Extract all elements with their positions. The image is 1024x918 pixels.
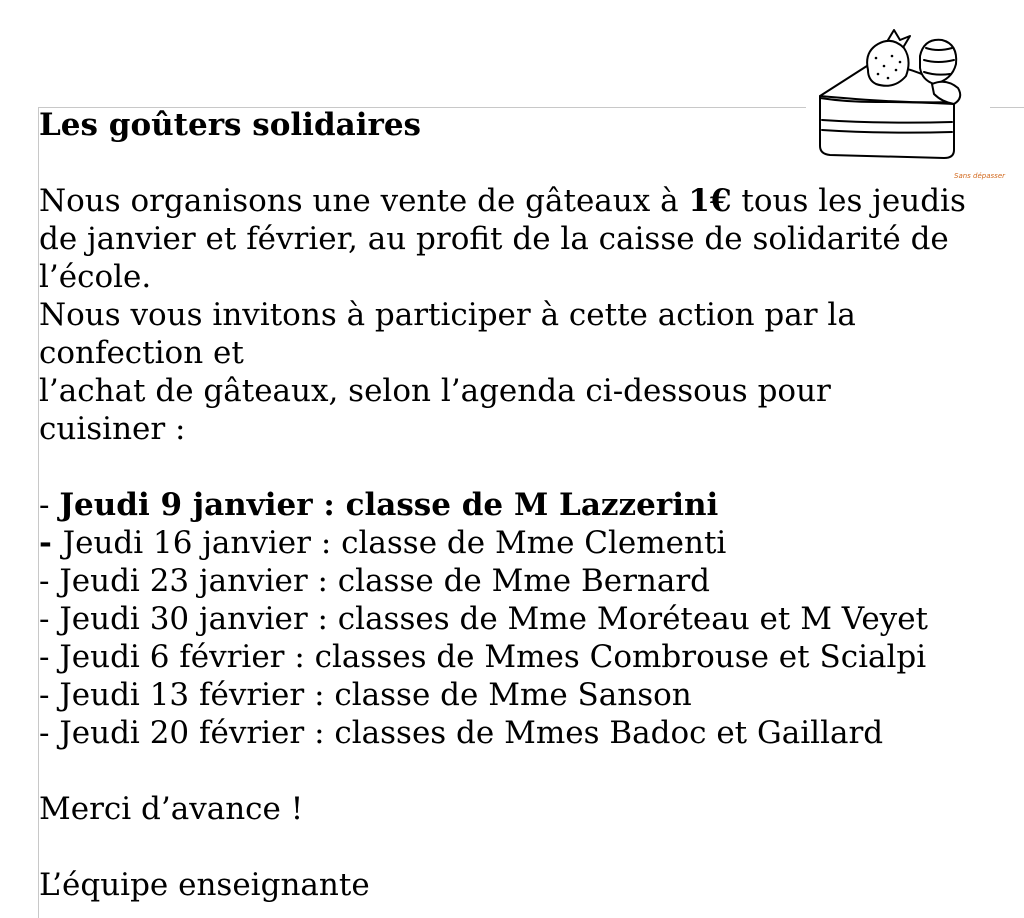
invite-line-2: confection et <box>39 335 244 371</box>
signature-line: L’équipe enseignante <box>39 867 370 903</box>
intro-line-1 <box>39 182 1024 220</box>
document-body <box>39 106 1024 904</box>
intro-line-2: de janvier et février, au profit de la caisse de solidarité de <box>39 221 949 257</box>
schedule-dash: - <box>39 639 60 675</box>
schedule-dash: - <box>39 677 60 713</box>
blank-line <box>39 448 1024 486</box>
schedule-text: Jeudi 6 février : classes de Mmes Combrouse et Scialpi <box>59 639 927 675</box>
schedule-text: Jeudi 13 février : classe de Mme Sanson <box>59 677 692 713</box>
intro-before-price: Nous organisons une vente de gâteaux à <box>39 183 689 219</box>
schedule-item <box>39 486 1024 524</box>
schedule-item <box>39 524 1024 562</box>
illustration-credit: Sans dépasser <box>954 172 1006 180</box>
schedule-dash: - <box>39 525 63 561</box>
blank-line <box>39 752 1024 790</box>
blank-line <box>39 144 1024 182</box>
schedule-item <box>39 714 1024 752</box>
schedule-dash: - <box>39 715 60 751</box>
intro-line-3: l’école. <box>39 259 152 295</box>
schedule-item <box>39 562 1024 600</box>
blank-line <box>39 828 1024 866</box>
schedule-text: Jeudi 23 janvier : classe de Mme Bernard <box>59 563 711 599</box>
invite-line-1: Nous vous invitons à participer à cette action par la <box>39 297 856 333</box>
document-title: Les goûters solidaires <box>39 107 422 143</box>
schedule-text: Jeudi 20 février : classes de Mmes Badoc et Gaillard <box>59 715 884 751</box>
invite-line-3: l’achat de gâteaux, selon l’agenda ci-dessous pour <box>39 373 831 409</box>
schedule-text: Jeudi 30 janvier : classes de Mme Moréteau et M Veyet <box>59 601 928 637</box>
intro-after-price: tous les jeudis <box>731 183 966 219</box>
schedule-text: Jeudi 16 janvier : classe de Mme Clementi <box>62 525 727 561</box>
schedule-dash: - <box>39 601 60 637</box>
schedule-item <box>39 638 1024 676</box>
schedule-dash: - <box>39 487 60 523</box>
thanks-line: Merci d’avance ! <box>39 791 304 827</box>
price: 1€ <box>688 183 732 219</box>
invite-line-4: cuisiner : <box>39 411 186 447</box>
schedule-dash: - <box>39 563 60 599</box>
schedule-text: Jeudi 9 janvier : classe de M Lazzerini <box>59 487 719 523</box>
schedule-item <box>39 676 1024 714</box>
schedule-item <box>39 600 1024 638</box>
